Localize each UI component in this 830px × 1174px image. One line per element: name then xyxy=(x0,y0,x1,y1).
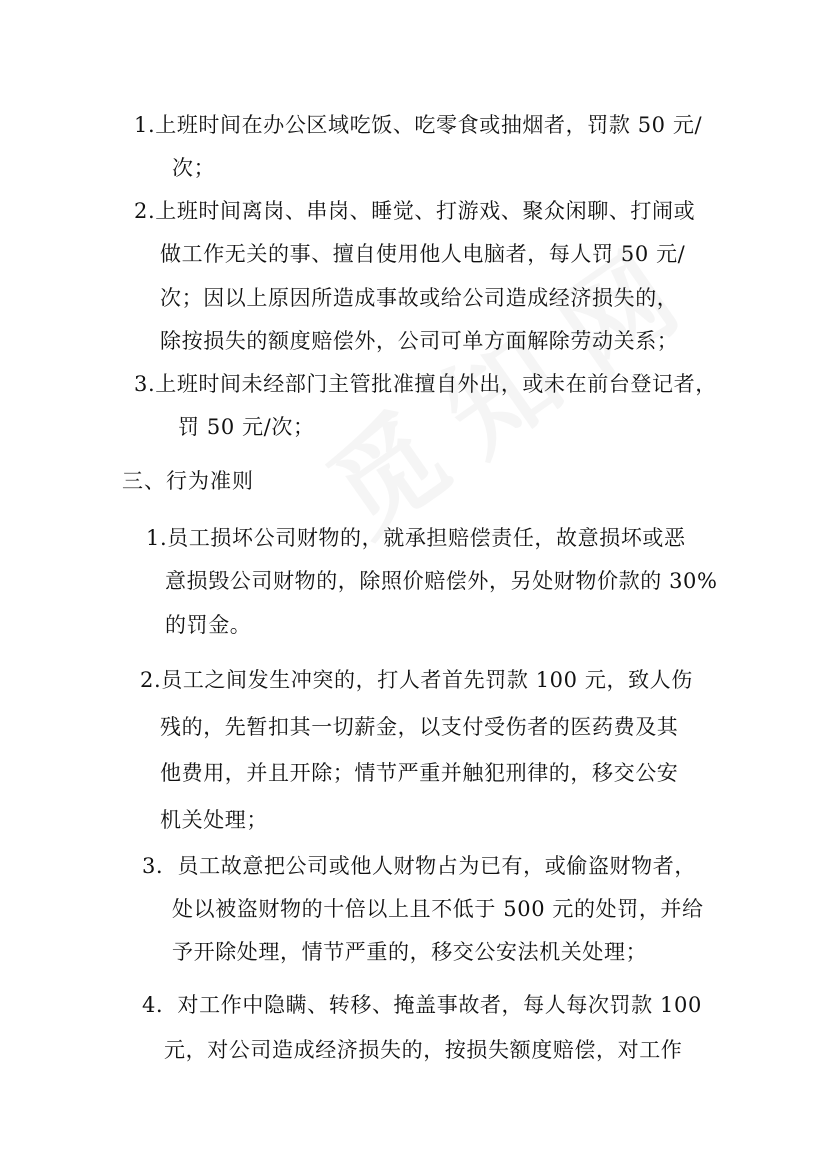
text-line: 意损毁公司财物的，除照价赔偿外，另处财物价款的 30% xyxy=(165,569,718,593)
text-line: 2.上班时间离岗、串岗、睡觉、打游戏、聚众闲聊、打闹或 xyxy=(134,199,696,223)
text-line: 处以被盗财物的十倍以上且不低于 500 元的处罚，并给 xyxy=(172,897,704,921)
text-line: 3．员工故意把公司或他人财物占为已有，或偷盗财物者， xyxy=(142,854,696,878)
text-line: 1.上班时间在办公区域吃饭、吃零食或抽烟者，罚款 50 元/ xyxy=(134,113,703,137)
text-line: 除按损失的额度赔偿外，公司可单方面解除劳动关系； xyxy=(160,329,679,353)
text-line: 的罚金。 xyxy=(165,613,252,637)
text-line: 3.上班时间未经部门主管批准擅自外出，或未在前台登记者， xyxy=(134,372,717,396)
text-line: 残的，先暂扣其一切薪金，以支付受伤者的医药费及其 xyxy=(160,715,679,739)
section-heading: 三、行为准则 xyxy=(122,469,254,493)
text-line: 4．对工作中隐瞒、转移、掩盖事故者，每人每次罚款 100 xyxy=(142,993,702,1017)
text-line: 2.员工之间发生冲突的，打人者首先罚款 100 元，致人伤 xyxy=(140,668,693,692)
text-line: 予开除处理，情节严重的，移交公安法机关处理； xyxy=(172,940,648,964)
text-line: 机关处理； xyxy=(160,808,268,832)
text-line: 次； xyxy=(172,156,216,180)
text-line: 次；因以上原因所造成事故或给公司造成经济损失的， xyxy=(160,286,679,310)
text-line: 做工作无关的事、擅自使用他人电脑者，每人罚 50 元/ xyxy=(160,242,686,266)
text-line: 元，对公司造成经济损失的，按损失额度赔偿，对工作 xyxy=(164,1038,683,1062)
text-line: 1.员工损坏公司财物的，就承担赔偿责任，故意损坏或恶 xyxy=(146,526,686,550)
text-line: 罚 50 元/次； xyxy=(178,415,315,439)
text-line: 他费用，并且开除；情节严重并触犯刑律的，移交公安 xyxy=(160,761,679,785)
